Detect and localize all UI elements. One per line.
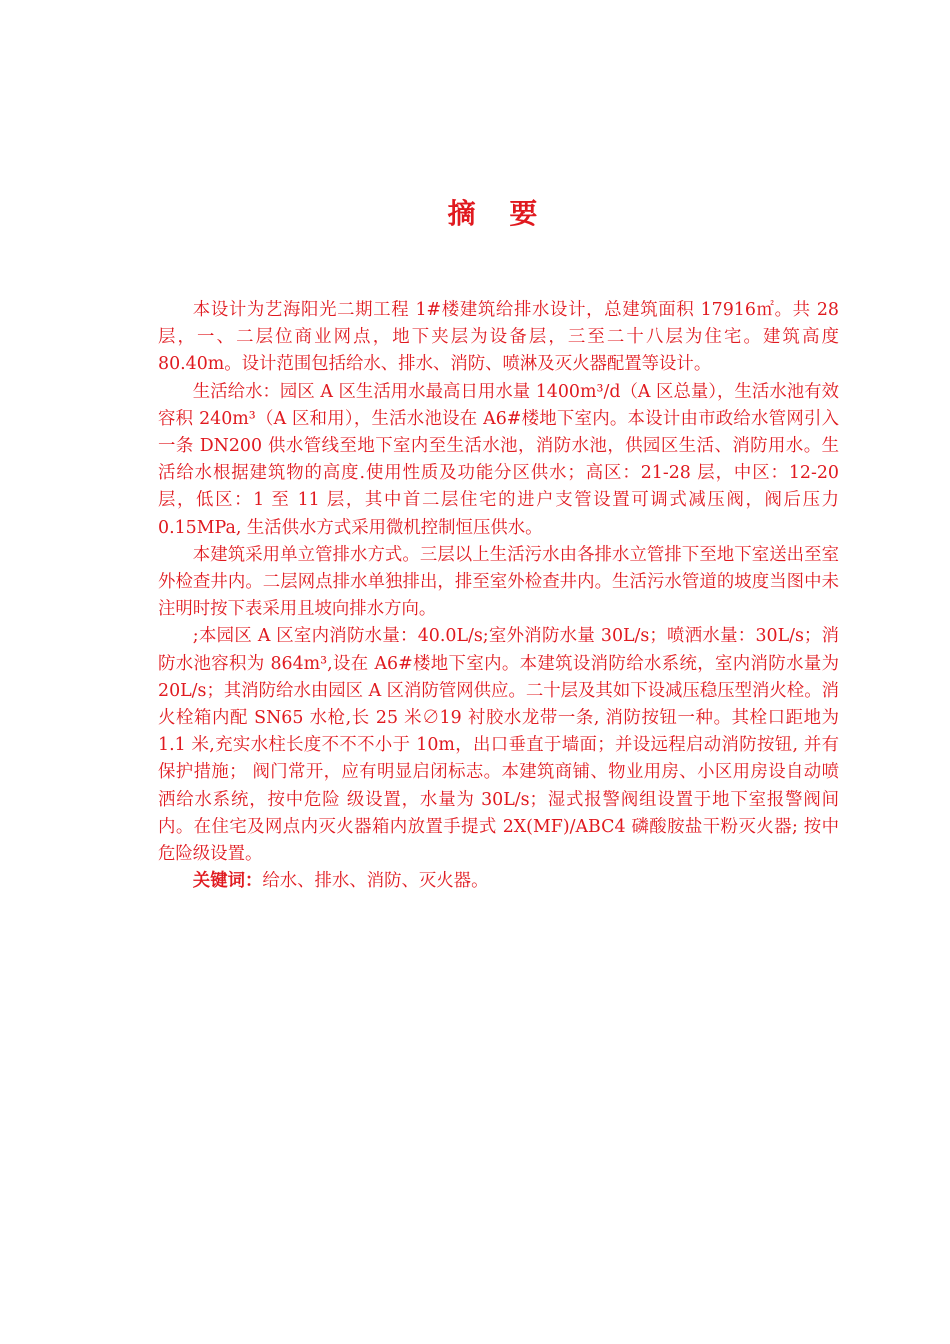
abstract-body <box>158 297 839 895</box>
paragraph-fire-protection: ;本园区 A 区室内消防水量：40.0L/s;室外消防水量 30L/s；喷洒水量：30L/s；消防水池容积为 864m³,设在 A6#楼地下室内。本建筑设消防给水系统，室内消防水量为 20L/s；其消防给水由园区 A 区消防管网供应。二十层及其如下设减压稳压型消火栓。消火栓箱内配 SN65 水枪,长 25 米∅19 衬胶水龙带一条, 消防按钮一种。其栓口距地为 1.1 米,充实水柱长度不不不小于 10m，出口垂直于墙面；并设远程启动消防按钮, 并有保护措施； 阀门常开，应有明显启闭标志。本建筑商铺、物业用房、小区用房设自动喷洒给水系统，按中危险 级设置，水量为 30L/s；湿式报警阀组设置于地下室报警阀间内。在住宅及网点内灭火器箱内放置手提式 2X(MF)/ABC4 磷酸胺盐干粉灭火器; 按中危险级设置。 <box>158 626 839 865</box>
page-title: 摘 要 <box>447 197 550 230</box>
keywords-label: 关键词： <box>192 871 263 892</box>
paragraph-water-supply: 生活给水：园区 A 区生活用水最高日用水量 1400m³/d（A 区总量），生活水池有效容积 240m³（A 区和用），生活水池设在 A6#楼地下室内。本设计由市政给水管网引入一条 DN200 供水管线至地下室内至生活水池，消防水池，供园区生活、消防用水。生活给水根据建筑物的高度.使用性质及功能分区供水；高区：21-28 层，中区：12-20 层，低区：1 至 11 层，其中首二层住宅的进户支管设置可调式减压阀，阀后压力 0.15MPa, 生活供水方式采用微机控制恒压供水。 <box>158 381 839 538</box>
paragraph-overview: 本设计为艺海阳光二期工程 1#楼建筑给排水设计，总建筑面积 17916㎡。共 28 层，一、二层位商业网点，地下夹层为设备层，三至二十八层为住宅。建筑高度 80.40m。设计范围包括给水、排水、消防、喷淋及灭火器配置等设计。 <box>158 300 839 375</box>
keywords-text: 给水、排水、消防、灭火器。 <box>262 871 489 892</box>
keywords-line <box>158 868 839 895</box>
paragraph-drainage: 本建筑采用单立管排水方式。三层以上生活污水由各排水立管排下至地下室送出至室外检查井内。二层网点排水单独排出，排至室外检查井内。生活污水管道的坡度当图中未注明时按下表采用且坡向排水方向。 <box>158 544 839 620</box>
